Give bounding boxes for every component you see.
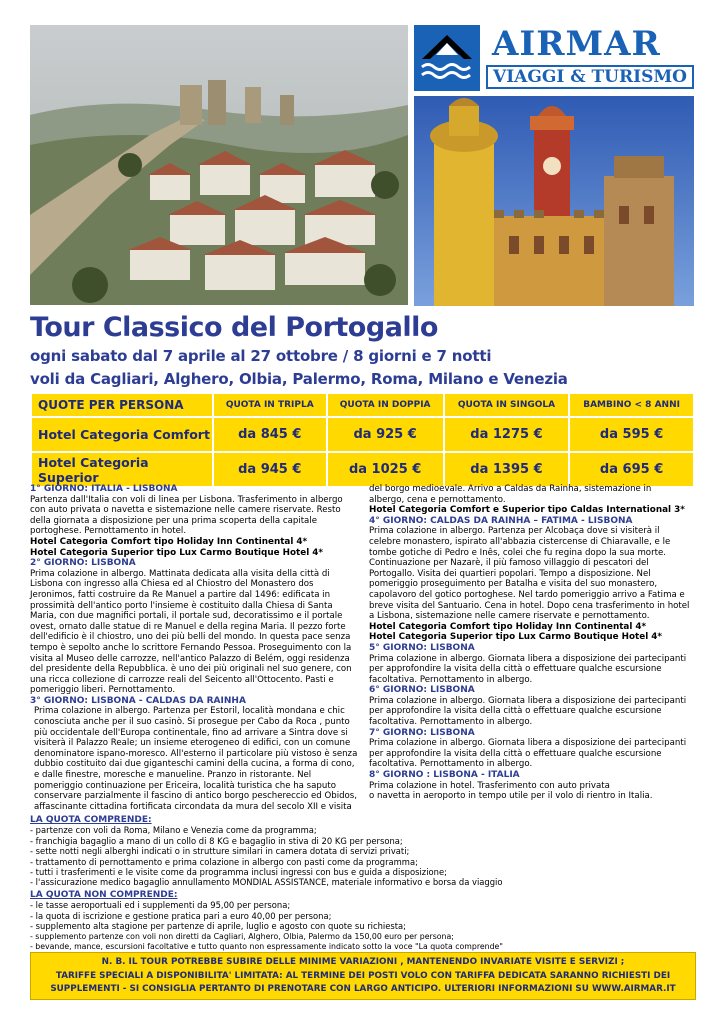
price-cell: da 945 €: [214, 453, 326, 486]
list-item: - bevande, mance, escursioni facoltative e tutto quanto non espressamente indicato sotto la voce "La quota comprende": [30, 942, 503, 952]
day-3-line: affascinante cittadina fortificata circondata da mura del secolo XII e visita: [34, 801, 352, 812]
day-2-heading: 2° GIORNO: LISBONA: [30, 558, 136, 569]
list-item: - franchigia bagaglio a mano di un collo di 8 KG e bagaglio in stiva di 20 KG per persona;: [30, 835, 403, 846]
price-table: [30, 392, 695, 488]
day-4-hotel-superior: Hotel Categoria Superior tipo Lux Carmo Boutique Hotel 4*: [369, 632, 662, 643]
logo-subtitle: VIAGGI & TURISMO: [486, 65, 694, 89]
day-4-heading: 4° GIORNO: CALDAS DA RAINHA – FATIMA - LISBONA: [369, 515, 633, 526]
price-cell: da 595 €: [570, 418, 693, 451]
table-row: [32, 453, 693, 486]
notice-line: SUPPLEMENTI - SI CONSIGLIA PERTANTO DI PRENOTARE CON LARGO ANTICIPO. ULTERIORI INFORMAZIONI SU WWW.AIRMAR.IT: [50, 984, 676, 994]
day-1-hotel-comfort: Hotel Categoria Comfort tipo Holiday Inn Continental 4*: [30, 536, 308, 547]
day-2-line: una ricca collezione di carrozze reali del Seicento all'Ottocento. Pasti e: [30, 674, 334, 685]
day-3-line: conservare parzialmente il fascino di antico borgo peschereccio ed Obidos,: [34, 791, 358, 802]
day-4-hotel-comfort: Hotel Categoria Comfort tipo Holiday Inn Continental 4*: [369, 621, 647, 632]
list-item: - trattamento di pernottamento e prima colazione in albergo con pasti come da programma;: [30, 856, 418, 867]
day-3-line: del borgo medioevale. Arrivo a Caldas da Rainha, sistemazione in: [369, 484, 652, 494]
day-4-line: pomeriggio proseguimento per Batalha e visita del suo monastero,: [369, 579, 658, 590]
day-2-line: visita al Museo delle carrozze, nell'antico Palazzo di Belém, oggi residenza: [30, 653, 350, 664]
day-7-line: facoltativa. Pernottamento in albergo.: [369, 759, 533, 770]
day-1-hotel-superior: Hotel Categoria Superior tipo Lux Carmo Boutique Hotel 4*: [30, 547, 323, 558]
day-6-line: facoltativa. Pernottamento in albergo.: [369, 717, 533, 728]
list-item: - supplemento partenze con voli non diretti da Cagliari, Alghero, Olbia, Palermo da 150,00 euro per persona;: [30, 931, 454, 941]
day-2-line: dell'edificio è il chiostro, uno dei più belli del mondo. In questa pace senza: [30, 632, 351, 643]
day-2-line: Prima colazione in albergo. Mattinata dedicata alla visita della città di: [30, 568, 330, 579]
day-6-heading: 6° GIORNO: LISBONA: [369, 685, 475, 696]
day-3-line: e dalle finestre, moresche e manueline. Pranzo in ristorante. Nel: [34, 770, 312, 781]
price-table-header-row: [32, 394, 693, 416]
airmar-logo: [414, 25, 694, 91]
itinerary-right-column: [369, 484, 697, 802]
price-table-header: QUOTA IN SINGOLA: [445, 394, 568, 416]
day-4-line: a Lisbona, sistemazione nelle camere riservate e pernottamento.: [369, 611, 650, 622]
day-3-line: albergo, cena e pernottamento.: [369, 494, 506, 505]
day-4-line: Continuazione per Nazarè, il più famoso villaggio di pescatori del: [369, 558, 649, 569]
tour-dates-subtitle: ogni sabato dal 7 aprile al 27 ottobre / 8 giorni e 7 notti: [30, 347, 492, 365]
price-table-header: QUOTE PER PERSONA: [32, 394, 212, 416]
day-7-line: Prima colazione in albergo. Giornata libera a disposizione dei partecipanti: [369, 738, 687, 749]
day-2-line: del presidente della Repubblica. è uno dei più originali nel suo genere, con: [30, 664, 352, 675]
pena-palace-photo: [414, 96, 694, 306]
day-5-line: per approfondire la visita della città o effettuare qualche escursione: [369, 664, 662, 675]
price-table-header: BAMBINO < 8 ANNI: [570, 394, 693, 416]
day-3-line: denominatore ispano-moresco. All'esterno il particolare più vistoso è senza: [34, 748, 358, 759]
list-item: - tutti i trasferimenti e le visite come da programma inclusi ingressi con bus e guida a disposizione;: [30, 867, 447, 878]
day-8-line: o navetta in aeroporto in tempo utile per il volo di rientro in Italia.: [369, 791, 653, 802]
day-2-line: prossimità dell'antico porto l'insieme è costituito dalla Chiesa di Santa: [30, 600, 333, 611]
day-3-line: conosciuta anche per il suo casinò. Si prosegue per Cabo da Roca , punto: [34, 717, 350, 728]
day-2-line: Jeronimos, fatti costruire da Re Manuel a partire dal 1496: edificata in: [30, 589, 331, 600]
day-2-line: Maria, con due magnifici portali, il portale sud, decoratissimo e il portale: [30, 611, 343, 622]
day-2-line: pomeriggio liberi. Pernottamento.: [30, 685, 176, 696]
airmar-logo-mark-icon: [414, 25, 480, 91]
day-4-line: celebre monastero, ispirato all'abbazia cistercense di Chiaravalle, e le: [369, 536, 671, 547]
day-2-line: ovest, ornato dalle statue di re Manuel e della regina Maria. Il pezzo forte: [30, 621, 346, 632]
day-8-heading: 8° GIORNO : LISBONA - ITALIA: [369, 770, 520, 781]
day-4-line: breve visita del Santuario. Cena in hotel. Dopo cena trasferimento in hotel: [369, 600, 690, 611]
page-title: Tour Classico del Portogallo: [30, 312, 438, 343]
price-cell: da 1395 €: [445, 453, 568, 486]
day-5-line: facoltativa. Pernottamento in albergo.: [369, 674, 533, 685]
hotel-category-cell: Hotel Categoria Comfort: [32, 418, 212, 451]
list-item: - l'assicurazione medico bagaglio annullamento MONDIAL ASSISTANCE, materiale informativo e borsa da viaggio: [30, 877, 503, 888]
day-3-line: pomeriggio continuazione per Ericeira, località turistica che ha saputo: [34, 780, 336, 791]
logo-name: AIRMAR: [492, 24, 661, 64]
list-item: - sette notti negli alberghi indicati o in strutture similari in camera dotata di servizi privati;: [30, 846, 410, 857]
day-3-line: più occidentale dell'Europa continentale, fino ad arrivare a Sintra dove si: [34, 727, 348, 738]
departure-cities-subtitle: voli da Cagliari, Alghero, Olbia, Palermo, Roma, Milano e Venezia: [30, 370, 568, 388]
price-cell: da 695 €: [570, 453, 693, 486]
price-cell: da 1275 €: [445, 418, 568, 451]
day-4-line: Prima colazione in albergo. Partenza per Alcobaça dove si visiterà il: [369, 526, 660, 537]
hotel-category-cell: Hotel Categoria Superior: [32, 453, 212, 486]
list-item: - le tasse aeroportuali ed i supplementi da 95,00 per persona;: [30, 900, 291, 911]
day-1-heading: 1° GIORNO: ITALIA - LISBONA: [30, 484, 178, 494]
day-3-hotel: Hotel Categoria Comfort e Superior tipo Caldas International 3*: [369, 505, 685, 516]
day-1-line: Partenza dall'Italia con voli di linea per Lisbona. Trasferimento in albergo: [30, 494, 343, 505]
excluded-section: [30, 890, 696, 952]
list-item: - supplemento alta stagione per partenze di aprile, luglio e agosto con quote su richiesta;: [30, 921, 406, 932]
day-3-line: dubbio costituito dai due giganteschi camini della cucina, a forma di cono,: [34, 759, 355, 770]
day-5-line: Prima colazione in albergo. Giornata libera a disposizione dei partecipanti: [369, 653, 687, 664]
day-1-line: con auto privata o navetta e sistemazione nelle camere riservate. Resto: [30, 505, 341, 516]
day-4-line: tombe gotiche di Pedro e Inês, colei che fu regina dopo la sua morte.: [369, 547, 666, 558]
included-heading: LA QUOTA COMPRENDE:: [30, 815, 152, 825]
notice-box: [30, 952, 696, 1000]
price-cell: da 845 €: [214, 418, 326, 451]
notice-line: N. B. IL TOUR POTREBBE SUBIRE DELLE MINIME VARIAZIONI , MANTENENDO INVARIATE VISITE E SERVIZI ;: [101, 957, 625, 967]
day-2-line: tempo è sepolto anche lo scrittore Fernando Pessoa. Proseguimento con la: [30, 642, 352, 653]
day-1-line: portoghese. Pernottamento in hotel.: [30, 526, 187, 537]
day-3-heading: 3° GIORNO: LISBONA - CALDAS DA RAINHA: [30, 695, 246, 706]
price-cell: da 1025 €: [328, 453, 443, 486]
day-7-heading: 7° GIORNO: LISBONA: [369, 727, 475, 738]
included-section: [30, 815, 696, 888]
day-3-line: visiterà il Palazzo Reale; un insieme eterogeneo di edifici, con un comune: [34, 738, 351, 749]
price-cell: da 925 €: [328, 418, 443, 451]
notice-line: TARIFFE SPECIALI A DISPONIBILITA' LIMITATA: AL TERMINE DEI POSTI VOLO CON TARIFFA DEDICATA SARANNO RICHIESTI DEI: [55, 970, 671, 981]
day-7-line: per approfondire la visita della città o effettuare qualche escursione: [369, 748, 662, 759]
day-8-line: Prima colazione in hotel. Trasferimento con auto privata: [369, 780, 610, 791]
table-row: [32, 418, 693, 451]
day-6-line: per approfondire la visita della città o effettuare qualche escursione: [369, 706, 662, 717]
list-item: - partenze con voli da Roma, Milano e Venezia come da programma;: [30, 825, 317, 836]
excluded-heading: LA QUOTA NON COMPRENDE:: [30, 890, 178, 900]
list-item: - la quota di iscrizione e gestione pratica pari a euro 40,00 per persona;: [30, 910, 332, 921]
day-4-line: capolavoro del gotico portoghese. Nel tardo pomeriggio arrivo a Fatima e: [369, 589, 685, 600]
day-4-line: Portogallo. Visita dei quartieri popolari. Tempo a disposizione. Nel: [369, 568, 651, 579]
day-6-line: Prima colazione in albergo. Giornata libera a disposizione dei partecipanti: [369, 695, 687, 706]
itinerary-left-column: [30, 484, 366, 812]
day-1-line: della giornata a disposizione per una prima scoperta della capitale: [30, 515, 318, 526]
day-3-line: Prima colazione in albergo. Partenza per Estoril, località mondana e chic: [34, 706, 345, 717]
price-table-header: QUOTA IN TRIPLA: [214, 394, 326, 416]
obidos-town-photo: [30, 25, 408, 305]
day-5-heading: 5° GIORNO: LISBONA: [369, 642, 475, 653]
day-2-line: Lisbona con ingresso alla Chiesa ed al Chiostro del Monastero dos: [30, 579, 314, 590]
price-table-header: QUOTA IN DOPPIA: [328, 394, 443, 416]
